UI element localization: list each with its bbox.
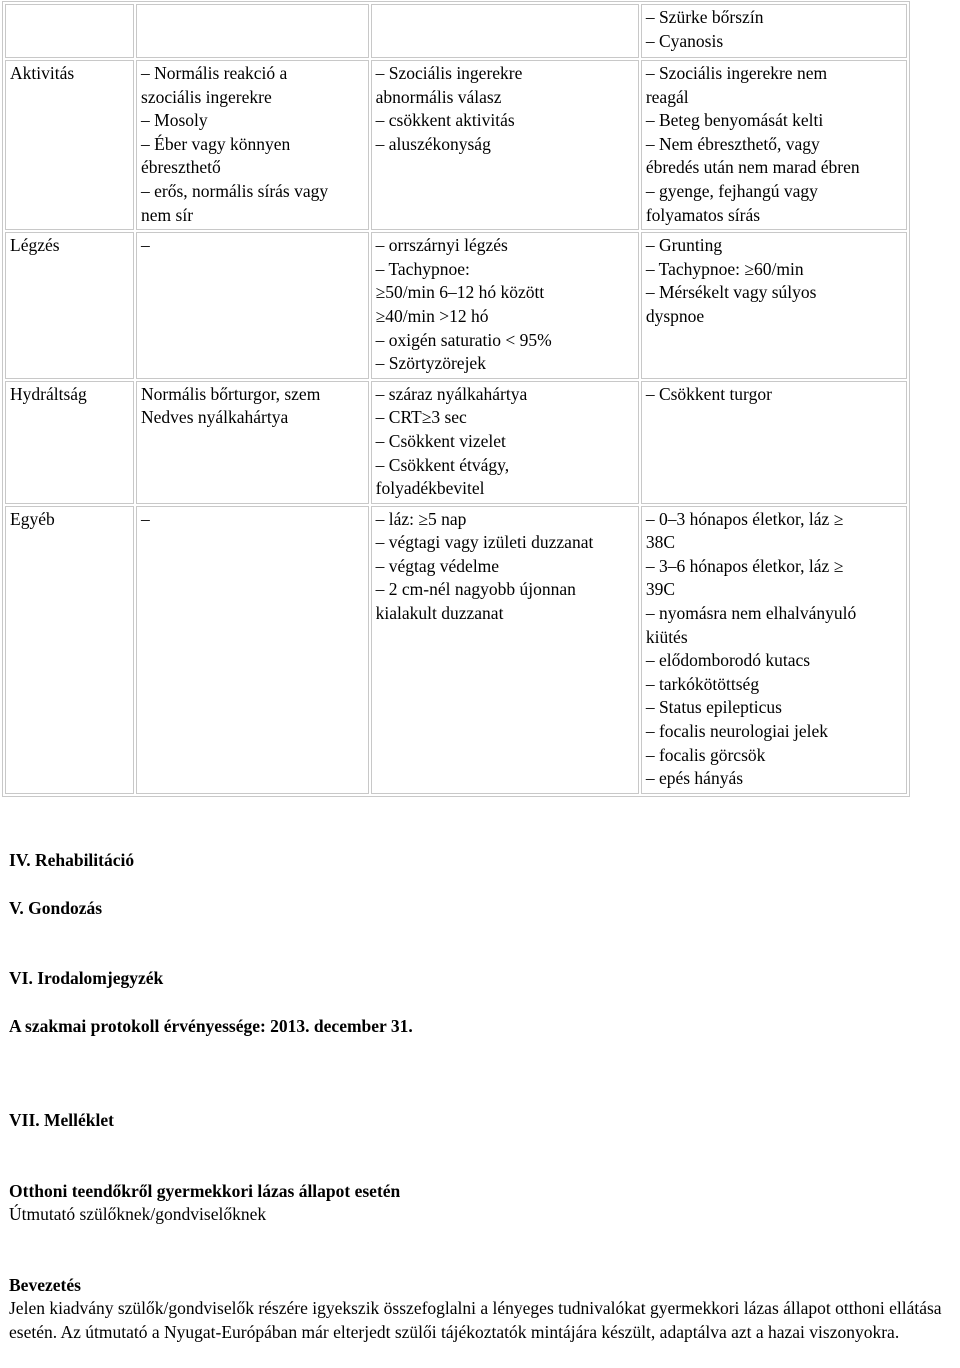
cell-line: – Szörtyzörejek [375, 353, 486, 374]
bevezetes-text: Jelen kiadvány szülők/gondviselők részére igyekszik összefoglalni a lényeges tudnivalókat gyermekkori lázas állapot otthoni ellátása esetén. Az útmutató a Nyugat-Európában már elterjedt szülői tájékoztatók mintájára készült, adaptálva azt a hazai viszonyokra. [9, 1298, 942, 1342]
cell-line: Nedves nyálkahártya [141, 407, 289, 428]
cell-line: kialakult duzzanat [375, 603, 504, 624]
cell-line: – Éber vagy könnyen [141, 133, 291, 154]
cell-line: ≥50/min 6–12 hó között [375, 282, 545, 303]
table-row [5, 232, 907, 379]
cell-line: szociális ingerekre [141, 86, 272, 107]
section-gondozas: V. Gondozás [9, 898, 103, 918]
cell-line: – [141, 235, 150, 256]
normal-cell [136, 506, 369, 794]
intermediate-cell [371, 60, 639, 230]
bevezetes-title: Bevezetés [9, 1275, 81, 1295]
cell-line: folyadékbevitel [375, 478, 485, 499]
intermediate-cell [371, 506, 639, 794]
cell-line: – Mosoly [141, 110, 208, 131]
cell-line: – epés hányás [645, 768, 744, 789]
cell-line: – elődomborodó kutacs [645, 650, 811, 671]
cell-line: 38C [645, 532, 676, 553]
high-risk-cell [641, 60, 907, 230]
section-melleklet: VII. Melléklet [9, 1110, 114, 1130]
section-rehabilitacio: IV. Rehabilitáció [9, 850, 135, 870]
cell-line: – Normális reakció a [141, 63, 288, 83]
normal-cell [136, 381, 369, 504]
cell-line: – végtag védelme [375, 555, 500, 576]
table-row [5, 60, 907, 230]
row-label [5, 506, 134, 794]
cell-line: – [141, 508, 150, 529]
row-label-text: Egyéb [10, 508, 55, 529]
high-risk-cell [641, 506, 907, 794]
cell-line: – Mérsékelt vagy súlyos [645, 282, 817, 303]
cell-line: – Tachypnoe: ≥60/min [645, 258, 804, 279]
traffic-light-table [2, 1, 910, 797]
cell-line: – láz: ≥5 nap [375, 508, 467, 529]
protocol-validity: A szakmai protokoll érvényessége: 2013. december 31. [9, 1016, 413, 1036]
row-label-text: Hydráltság [10, 383, 87, 404]
cell-line: – Cyanosis [645, 30, 724, 51]
cell-line: – erős, normális sírás vagy [141, 180, 329, 201]
cell-line: ébredés után nem marad ébren [645, 157, 860, 178]
cell-line: – Nem ébreszthető, vagy [645, 133, 820, 154]
row-label [5, 381, 134, 504]
normal-cell [136, 60, 369, 230]
row-label [5, 60, 134, 230]
high-risk-cell [641, 232, 907, 379]
cell-line: – CRT≥3 sec [375, 407, 467, 428]
cell-line: – tarkókötöttség [645, 673, 760, 694]
cell-line: folyamatos sírás [645, 204, 761, 225]
cell-line: – Beteg benyomását kelti [645, 110, 824, 131]
cell-line: – száraz nyálkahártya [375, 383, 528, 404]
cell-line: ≥40/min >12 hó [375, 305, 489, 326]
cell-line: – Status epilepticus [645, 697, 782, 718]
cell-line: – Csökkent turgor [645, 383, 772, 404]
cell-line: – Tachypnoe: [375, 258, 470, 279]
cell-line: – gyenge, fejhangú vagy [645, 180, 818, 201]
row-label-text: Légzés [10, 235, 60, 256]
cell-line: – Csökkent vizelet [375, 430, 506, 451]
row-label [5, 4, 134, 58]
cell-line: – oxigén saturatio < 95% [375, 329, 552, 350]
intermediate-cell [371, 4, 639, 58]
otthoni-title: Otthoni teendőkről gyermekkori lázas állapot esetén [9, 1181, 401, 1201]
table-row [5, 4, 907, 58]
cell-line: – orrszárnyi légzés [375, 235, 508, 256]
cell-line: ébreszthető [141, 157, 221, 178]
cell-line: kiütés [645, 626, 688, 647]
cell-line: – 2 cm-nél nagyobb újonnan [375, 579, 576, 600]
cell-line: – focalis görcsök [645, 744, 766, 765]
cell-line: dyspnoe [645, 305, 705, 326]
cell-line: nem sír [141, 204, 194, 225]
cell-line: – Szürke bőrszín [645, 7, 764, 27]
cell-line: – nyomásra nem elhalványuló [645, 603, 857, 624]
cell-line: – focalis neurologiai jelek [645, 721, 829, 742]
normal-cell [136, 232, 369, 379]
cell-line: – 3–6 hónapos életkor, láz ≥ [645, 555, 844, 576]
cell-line: – Csökkent étvágy, [375, 454, 510, 475]
cell-line: Normális bőrturgor, szem [141, 383, 321, 404]
cell-line: – Szociális ingerekre [375, 63, 523, 83]
otthoni-subtitle: Útmutató szülőknek/gondviselőknek [9, 1204, 267, 1224]
cell-line: 39C [645, 579, 676, 600]
cell-line: – 0–3 hónapos életkor, láz ≥ [645, 508, 844, 529]
cell-line: – Szociális ingerekre nem [645, 63, 828, 83]
cell-line: – aluszékonyság [375, 133, 491, 154]
row-label [5, 232, 134, 379]
cell-line: – végtagi vagy izületi duzzanat [375, 532, 594, 553]
cell-line: – Grunting [645, 235, 723, 256]
high-risk-cell [641, 4, 907, 58]
table-row [5, 381, 907, 504]
cell-line: – csökkent aktivitás [375, 110, 515, 131]
high-risk-cell [641, 381, 907, 504]
intermediate-cell [371, 232, 639, 379]
normal-cell [136, 4, 369, 58]
row-label-text: Aktivitás [10, 63, 75, 83]
cell-line: reagál [645, 86, 689, 107]
section-irodalomjegyzek: VI. Irodalomjegyzék [9, 968, 164, 988]
cell-line: abnormális válasz [375, 86, 502, 107]
table-row [5, 506, 907, 794]
intermediate-cell [371, 381, 639, 504]
